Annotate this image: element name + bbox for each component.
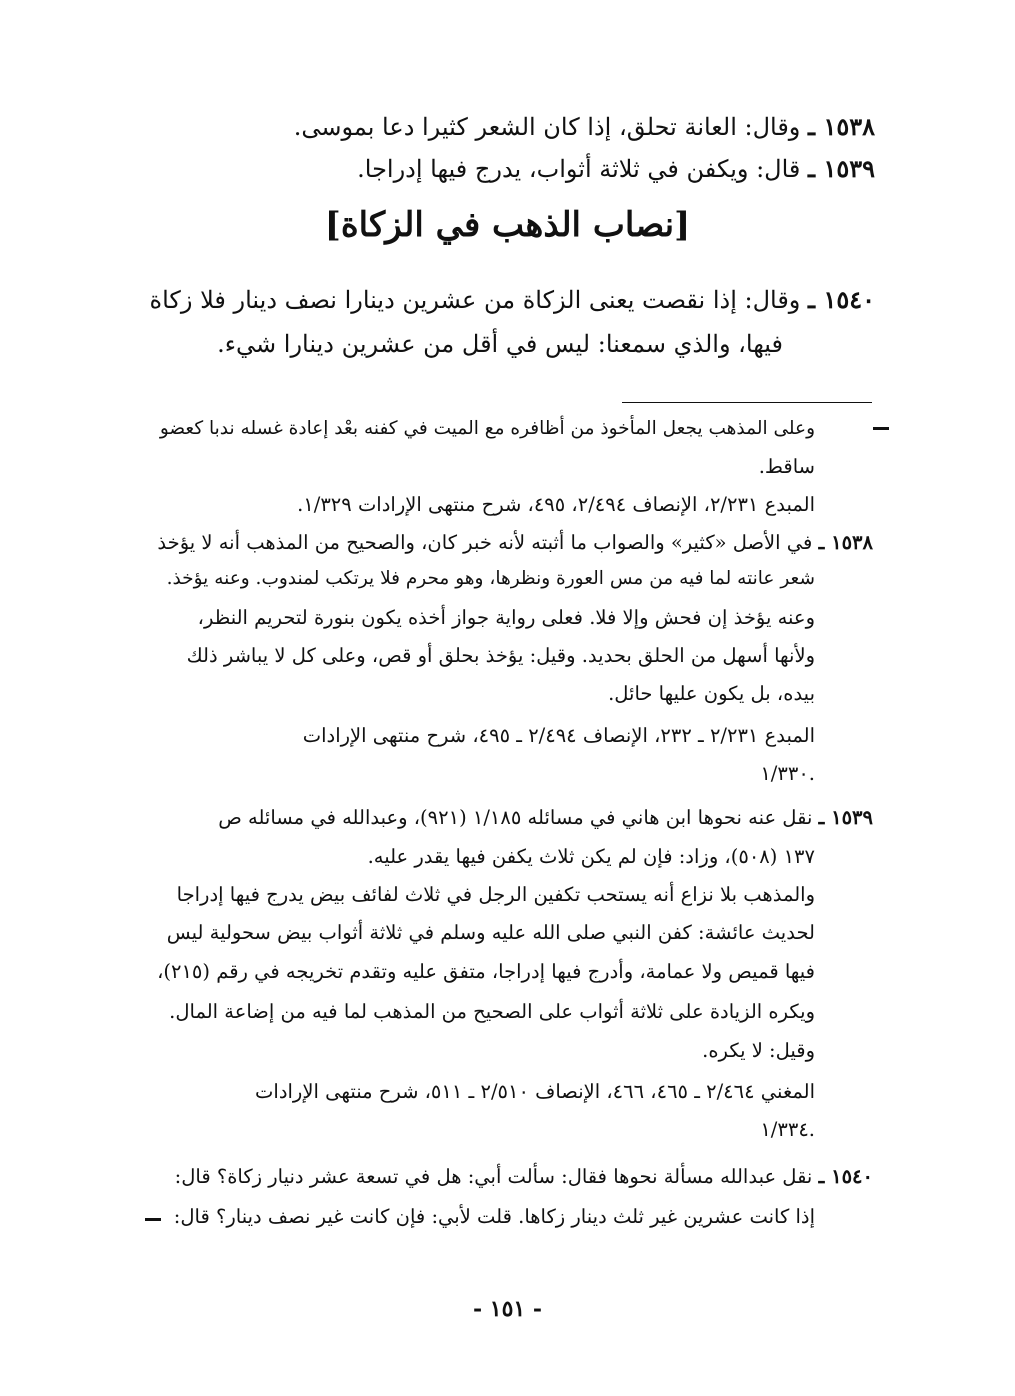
footnote-1538-refs-2: ١/٣٣٠. [760, 762, 815, 785]
footnote-1539-line-2: ١٣٧ (٥٠٨)، وزاد: فإن لم يكن ثلاث يكفن فيها يقدر عليه. [367, 845, 815, 868]
paragraph-text: وقال: العانة تحلق، إذا كان الشعر كثيرا دعا بموسى. [293, 113, 801, 141]
footnote-1539-line-7: وقيل: لا يكره. [702, 1039, 815, 1062]
footnote-number: ١٥٤٠ ـ [818, 1165, 873, 1188]
paragraph-1540-line-2: فيها، والذي سمعنا: ليس في أقل من عشرين دينارا شيء. [217, 330, 783, 358]
footnote-1540-line-2: إذا كانت عشرين غير ثلث دينار زكاها. قلت لأبي: فإن كانت غير نصف دينار؟ قال: [173, 1205, 815, 1228]
paragraph-text: وقال: إذا نقصت يعنى الزكاة من عشرين دينارا نصف دينار فلا زكاة [149, 286, 801, 314]
footnote-1538-line-2: شعر عانته لما فيه من مس العورة ونظرها، وهو محرم فلا يرتكب لمندوب. وعنه يؤخذ. [166, 568, 815, 589]
footnote-number: ١٥٣٨ ـ [818, 531, 873, 554]
paragraph-number: ١٥٤٠ ـ [808, 285, 875, 314]
footnote-1539-line-5: فيها قميص ولا عمامة، وأدرج فيها إدراجا، متفق عليه وتقدم تخريجه في رقم (٢١٥)، [157, 960, 815, 983]
footnote-1539-line-6: ويكره الزيادة على ثلاثة أثواب على الصحيح من المذهب لما فيه من إضاعة المال. [169, 1000, 815, 1023]
footnote-1538-line-5: بيده، بل يكون عليها حائل. [608, 682, 815, 705]
footnote-1540 [175, 1165, 873, 1188]
footnote-1538-refs-1: المبدع ٢/٢٣١ ـ ٢٣٢، الإنصاف ٢/٤٩٤ ـ ٤٩٥، شرح منتهى الإرادات [302, 724, 815, 747]
footnote-text: في الأصل «كثير» والصواب ما أثبته لأنه خبر كان، والصحيح من المذهب أنه لا يؤخذ [157, 531, 813, 554]
footnote-number: ١٥٣٩ ـ [818, 806, 873, 829]
page-number: - ١٥١ - [472, 1296, 543, 1322]
footnote-1539-refs-1: المغني ٢/٤٦٤ ـ ٤٦٥، ٤٦٦، الإنصاف ٢/٥١٠ ـ ٥١١، شرح منتهى الإرادات [255, 1080, 815, 1103]
footnote-text: نقل عنه نحوها ابن هاني في مسائله ١/١٨٥ (٩٢١)، وعبدالله في مسائله ص [218, 806, 813, 829]
footnote-1539 [218, 806, 873, 829]
footnote-cont-line-1: وعلى المذهب يجعل المأخوذ من أظافره مع الميت في كفنه بعْد إعادة غسله ندبا كعضو [159, 418, 815, 439]
footnote-1539-line-3: والمذهب بلا نزاع أنه يستحب تكفين الرجل في ثلاث لفائف بيض يدرج فيها إدراجا [176, 883, 815, 906]
footnote-1539-refs-2: ١/٣٣٤. [760, 1118, 815, 1141]
paragraph-text: قال: ويكفن في ثلاثة أثواب، يدرج فيها إدراجا. [357, 155, 801, 183]
continues-mark [145, 1218, 161, 1221]
footnote-separator [622, 402, 872, 403]
footnote-cont-refs: المبدع ٢/٢٣١، الإنصاف ٢/٤٩٤، ٤٩٥، شرح منتهى الإرادات ١/٣٢٩. [297, 493, 815, 516]
paragraph-1538 [294, 112, 875, 141]
footnote-1538-line-4: ولأنها أسهل من الحلق بحديد. وقيل: يؤخذ بحلق أو قص، وعلى كل لا يباشر ذلك [186, 644, 815, 667]
section-heading: [نصاب الذهب في الزكاة] [324, 205, 691, 245]
paragraph-1540 [150, 285, 875, 314]
footnote-1538 [157, 531, 873, 554]
paragraph-number: ١٥٣٩ ـ [808, 154, 875, 183]
footnote-1538-line-3: وعنه يؤخذ إن فحش وإلا فلا. فعلى رواية جواز أخذه يكون بنورة لتحريم النظر، [197, 606, 815, 629]
footnote-text: نقل عبدالله مسألة نحوها فقال: سألت أبي: هل في تسعة عشر دنيار زكاة؟ قال: [174, 1165, 813, 1188]
footnote-cont-line-2: ساقط. [758, 455, 815, 478]
continuation-mark [873, 427, 889, 430]
paragraph-number: ١٥٣٨ ـ [808, 112, 875, 141]
paragraph-1539 [357, 154, 875, 183]
footnote-1539-line-4: لحديث عائشة: كفن النبي صلى الله عليه وسلم في ثلاثة أثواب بيض سحولية ليس [166, 921, 815, 944]
